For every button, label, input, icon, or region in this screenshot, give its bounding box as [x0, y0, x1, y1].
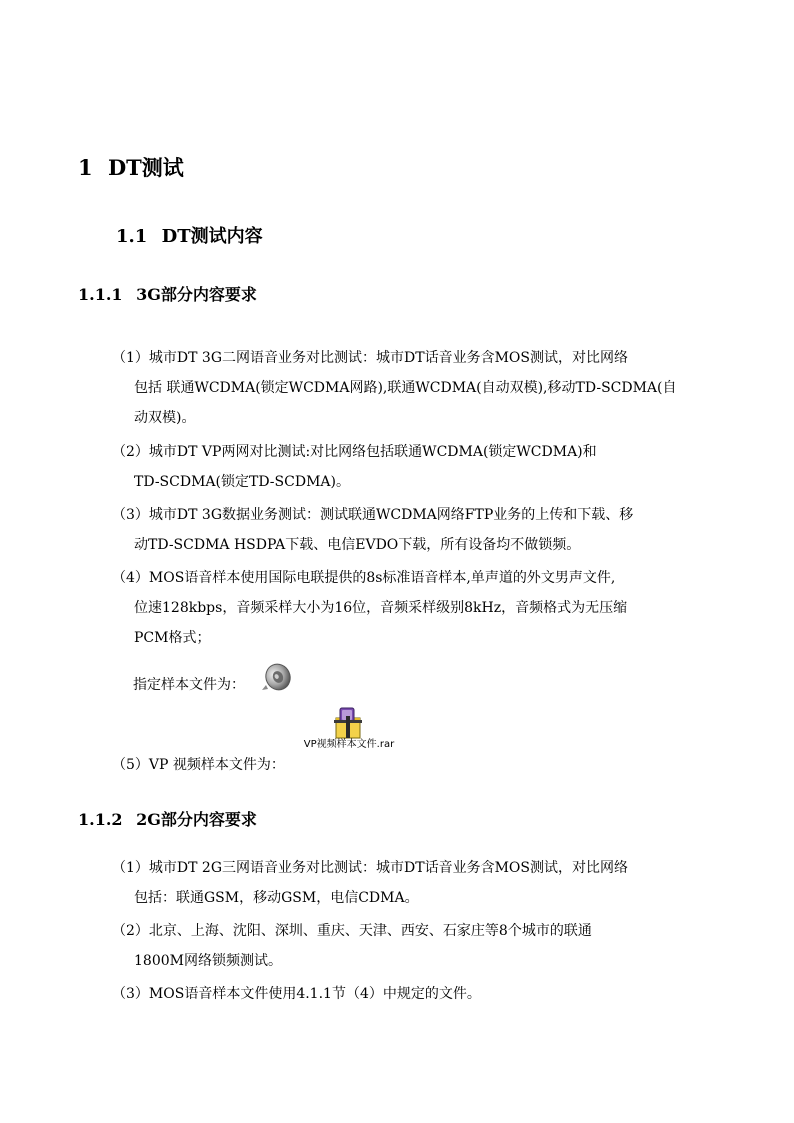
- list-item-2g-3: [112, 979, 686, 1009]
- item-line: 动双模)。: [134, 410, 196, 426]
- list-item-3g-2: [112, 437, 686, 497]
- attachment-caption[interactable]: VP视频样本文件.rar: [303, 739, 395, 750]
- list-item-2g-1: [112, 853, 686, 913]
- heading-3g: [78, 282, 257, 305]
- item-number: （3）: [112, 986, 149, 1002]
- heading-2g: [78, 807, 257, 830]
- item-number: （4）: [112, 570, 149, 586]
- heading-3g-title: 3G部分内容要求: [136, 285, 257, 304]
- item-line: 城市DT 3G数据业务测试：测试联通WCDMA网络FTP业务的上传和下载、移: [148, 507, 634, 523]
- list-item-3g-3: [112, 500, 686, 560]
- item-line: 城市DT 3G二网语音业务对比测试：城市DT话音业务含MOS测试，对比网络: [148, 350, 628, 366]
- heading-1-number: 1: [78, 155, 93, 180]
- list-item-3g-1: [112, 343, 686, 433]
- item-line: 1800M网络锁频测试。: [134, 953, 282, 969]
- heading-2-title: DT测试内容: [161, 226, 263, 247]
- sample-file-label: 指定样本文件为：: [133, 677, 245, 693]
- item-line: MOS语音样本文件使用4.1.1节（4）中规定的文件。: [148, 986, 481, 1002]
- item-number: （3）: [112, 507, 149, 523]
- winrar-archive-icon[interactable]: [330, 704, 366, 740]
- item-line: 北京、上海、沈阳、深圳、重庆、天津、西安、石家庄等8个城市的联通: [148, 923, 592, 939]
- item-line: PCM格式；: [134, 630, 211, 646]
- item-line: 城市DT VP两网对比测试:对比网络包括联通WCDMA(锁定WCDMA)和: [148, 444, 597, 460]
- item-line: TD-SCDMA(锁定TD-SCDMA)。: [134, 474, 350, 490]
- speaker-icon[interactable]: [258, 657, 294, 693]
- heading-2-number: 1.1: [116, 226, 148, 247]
- list-item-3g-4: [112, 563, 686, 653]
- item-line: 位速128kbps，音频采样大小为16位，音频采样级别8kHz，音频格式为无压缩: [134, 600, 628, 616]
- item-line: 动TD-SCDMA HSDPA下载、电信EVDO下载，所有设备均不做锁频。: [134, 537, 581, 553]
- item-number: （1）: [112, 350, 149, 366]
- item-line: 城市DT 2G三网语音业务对比测试：城市DT话音业务含MOS测试，对比网络: [148, 860, 628, 876]
- list-item-2g-2: [112, 916, 686, 976]
- heading-2: [116, 222, 263, 248]
- item-number: （1）: [112, 860, 149, 876]
- item-number: （2）: [112, 923, 149, 939]
- heading-2g-number: 1.1.2: [78, 810, 123, 829]
- heading-1-title: DT测试: [107, 155, 184, 180]
- heading-1: [78, 152, 184, 182]
- item-line: MOS语音样本使用国际电联提供的8s标准语音样本,单声道的外文男声文件,: [148, 570, 616, 586]
- heading-3g-number: 1.1.1: [78, 285, 123, 304]
- item-number: （2）: [112, 444, 149, 460]
- vp-sample-label: （5）VP 视频样本文件为：: [112, 757, 285, 773]
- item-line: 包括：联通GSM，移动GSM，电信CDMA。: [134, 890, 419, 906]
- heading-2g-title: 2G部分内容要求: [136, 810, 257, 829]
- item-line: 包括 联通WCDMA(锁定WCDMA网路),联通WCDMA(自动双模),移动TD-SCDMA(自: [134, 380, 677, 396]
